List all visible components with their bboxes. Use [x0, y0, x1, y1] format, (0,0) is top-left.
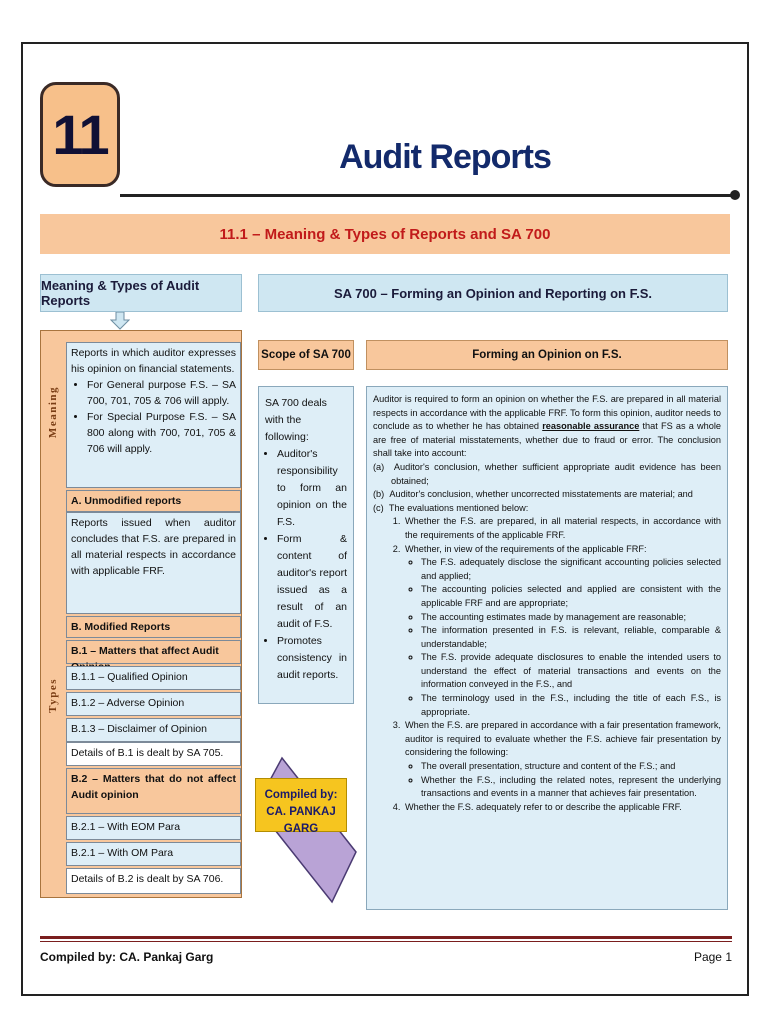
evaluation-subbullet: ◦ The accounting policies selected and applied are consistent with the applicable FRF and are appropriate;: [421, 583, 721, 610]
evaluation-subbullet: ◦ The F.S. provide adequate disclosures to enable the intended users to understand the effect of material transactions and events on the information conveyed in the F.S., and: [421, 651, 721, 692]
footer-rule-thin: [40, 941, 732, 942]
left-column-heading: Meaning & Types of Audit Reports: [40, 274, 242, 312]
conclusion-point: (a) Auditor's conclusion, whether sufficient appropriate audit evidence has been obtained;: [373, 461, 721, 486]
compiled-by-label: Compiled by:: [264, 789, 338, 801]
section-heading: 11.1 – Meaning & Types of Reports and SA 700: [40, 214, 730, 254]
evaluation-subbullet: ◦ The F.S. adequately disclose the significant accounting policies selected and applied;: [421, 556, 721, 583]
evaluation-subbullet: ◦ The overall presentation, structure and content of the F.S.; and: [421, 760, 721, 774]
b2-note: Details of B.2 is dealt by SA 706.: [66, 868, 241, 894]
title-rule-dot: [730, 190, 740, 200]
title-rule: [120, 194, 734, 197]
compiled-by-badge: [255, 778, 347, 835]
scope-heading: Scope of SA 700: [258, 340, 354, 370]
evaluation-subbullet: ◦ The information presented in F.S. is relevant, reliable, comparable & understandable;: [421, 624, 721, 651]
b2-heading: B.2 – Matters that do not affect Audit opinion: [66, 768, 241, 814]
b1-note: Details of B.1 is dealt by SA 705.: [66, 742, 241, 766]
evaluation-item: 1. Whether the F.S. are prepared, in all material respects, in accordance with the requirements of the applicable FRF.: [403, 515, 721, 542]
evaluation-subbullet: ◦ The terminology used in the F.S., including the title of each F.S., is appropriate.: [421, 692, 721, 719]
b1-item: B.1.1 – Qualified Opinion: [66, 666, 241, 690]
meaning-bullet: • For General purpose F.S. – SA 700, 701, 705 & 706 will apply.: [87, 377, 236, 409]
forming-heading: Forming an Opinion on F.S.: [366, 340, 728, 370]
evaluation-subbullet: ◦ The accounting estimates made by management are reasonable;: [421, 611, 721, 625]
footer-rule: [40, 936, 732, 939]
conclusion-point: (b) Auditor's conclusion, whether uncorrected misstatements are material; and: [373, 489, 693, 500]
footer-compiled-by: Compiled by: CA. Pankaj Garg: [40, 950, 214, 964]
evaluation-item: 3. When the F.S. are prepared in accordance with a fair presentation framework, auditor is required to evaluate whether the F.S. achieve fair presentation by considering the following: ◦ The overall presentation, structure and content of the F.S.; and ◦ Whether the F.S., including the related notes, represent the underlying transactions and events in a manner that achieves fair presentation.: [403, 719, 721, 801]
scope-bullet: • Form & content of auditor's report issued as a result of an audit of F.S.: [277, 531, 347, 633]
meaning-side-label: Meaning: [47, 385, 59, 439]
evaluation-item: 4. Whether the F.S. adequately refer to or describe the applicable FRF.: [403, 801, 721, 815]
down-arrow-icon: [110, 312, 130, 330]
forming-intro: Auditor is required to form an opinion on whether the F.S. are prepared in all material respects in accordance with the applicable FRF. To form this opinion, auditor needs to conclude as to whether he has obtained reasonable assurance that FS as a whole are free of material misstatements, whether due to fraud or error. The conclusion shall take into account:: [373, 394, 721, 459]
b2-item: B.2.1 – With EOM Para: [66, 816, 241, 840]
unmodified-text: Reports issued when auditor concludes that F.S. are prepared in all material respects in accordance with applicable FRF.: [66, 512, 241, 614]
b1-item: B.1.3 – Disclaimer of Opinion: [66, 718, 241, 742]
forming-box: [366, 386, 728, 910]
evaluation-subbullet: ◦ Whether the F.S., including the related notes, represent the underlying transactions and events in a manner that achieves fair presentation.: [421, 774, 721, 801]
compiled-by-name: CA. PANKAJ GARG: [266, 806, 336, 835]
b1-heading: B.1 – Matters that affect Audit: [66, 640, 241, 664]
right-column-heading: SA 700 – Forming an Opinion and Reporting on F.S.: [258, 274, 728, 312]
meaning-box: [66, 342, 241, 488]
b1-item: B.1.2 – Adverse Opinion: [66, 692, 241, 716]
meaning-bullet: • For Special Purpose F.S. – SA 800 along with 700, 701, 705 & 706 will apply.: [87, 409, 236, 457]
page-title: Audit Reports: [339, 138, 551, 176]
b2-item: B.2.1 – With OM Para: [66, 842, 241, 866]
scope-box: [258, 386, 354, 704]
page-number: Page 1: [693, 950, 732, 964]
modified-heading: B. Modified Reports: [66, 616, 241, 638]
evaluation-item: 2. Whether, in view of the requirements of the applicable FRF: ◦ The F.S. adequately disclose the significant accounting policies selected and applied; ◦ The accounting policies selected and applied are consistent with the applicable FRF and are appropriate; ◦ The accounting estimates made by management are reasonable; ◦ The information presented in F.S. is relevant, reliable, comparable & understandable; ◦ The F.S. provide adequate disclosures to enable the intended users to understand the effect of material transactions and events on the information conveyed in the F.S., and ◦ The terminology used in the F.S., including the title of each F.S., is appropriate.: [403, 543, 721, 720]
scope-bullet: • Promotes consistency in audit reports.: [277, 633, 347, 684]
types-side-label: Types: [47, 677, 59, 713]
conclusion-point: (c) The evaluations mentioned below:: [373, 502, 529, 513]
chapter-number-badge: 11: [40, 82, 120, 187]
scope-intro: SA 700 deals with the following:: [265, 397, 327, 443]
meaning-intro: Reports in which auditor expresses his opinion on financial statements.: [71, 347, 236, 375]
reasonable-assurance-term: reasonable assurance: [542, 421, 640, 432]
unmodified-heading: A. Unmodified reports: [66, 490, 241, 512]
scope-bullet: • Auditor's responsibility to form an opinion on the F.S.: [277, 446, 347, 531]
